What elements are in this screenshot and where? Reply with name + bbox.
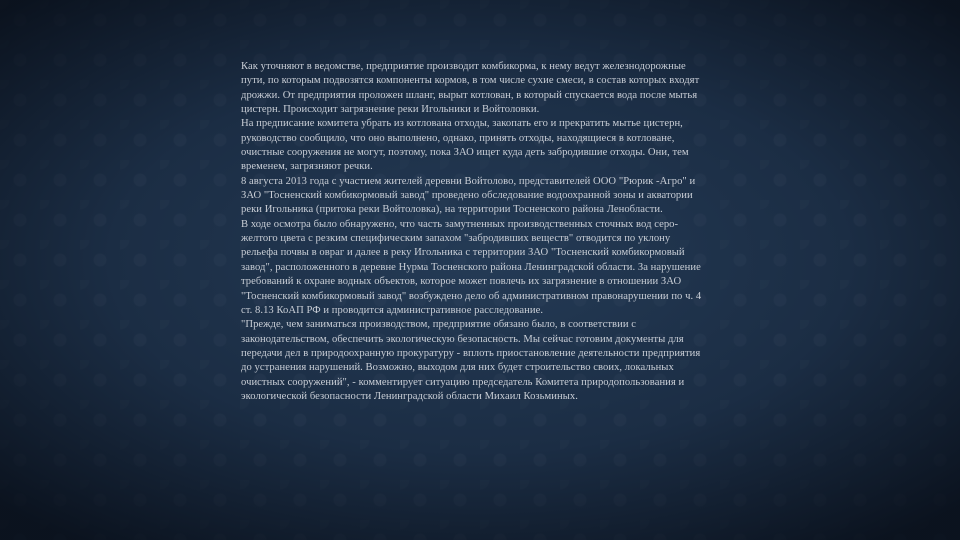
paragraph-1: Как уточняют в ведомстве, предприятие производит комбикорма, к нему ведут железнодорожные пути, по которым подвозятся компоненты кормов, в том числе сухие смеси, в состав которых входят дрожжи. От предприятия проложен шланг, вырыт котлован, в который спускается вода после мытья цистерн. Происходит загрязнение реки Игольники и Войтоловки. [241,61,700,116]
paragraph-4: В ходе осмотра было обнаружено, что часть замутненных производственных сточных вод серо-желтого цвета с резким специфическим запахом "забродивших веществ" отводится по уклону рельефа почвы в овраг и далее в реку Игольника с территории ЗАО "Тосненский комбикормовый завод", расположенного в деревне Нурма Тосненского района Ленинградской области. За нарушение требований к охране водных объектов, которое может повлечь их загрязнение в отношении ЗАО "Тосненский комбикормовый завод" возбуждено дело об административном правонарушении по ч. 4 ст. 8.13 КоАП РФ и проводится административное расследование. [241,218,702,316]
body-text [241,60,709,404]
paragraph-5: "Прежде, чем заниматься производством, предприятие обязано было, в соответствии с законодательством, обеспечить экологическую безопасность. Мы сейчас готовим документы для передачи дел в природоохранную прокуратуру - вплоть приостановление деятельности предприятия до устранения нарушений. Возможно, выходом для них будет строительство своих, локальных очистных сооружений", - комментирует ситуацию председатель Комитета природопользования и экологической безопасности Ленинградской области Михаил Козьминых. [241,319,701,402]
paragraph-3: 8 августа 2013 года с участием жителей деревни Войтолово, представителей ООО "Рюрик -Агро" и ЗАО "Тосненский комбикормовый завод" проведено обследование водоохранной зоны и акватории реки Игольника (притока реки Войтоловка), на территории Тосненского района Ленобласти. [241,175,696,216]
paragraph-2: На предписание комитета убрать из котлована отходы, закопать его и прекратить мытье цистерн, руководство сообщило, что оно выполнено, однако, принять отходы, находящиеся в котловане, очистные сооружения не могут, поэтому, пока ЗАО ищет куда деть забродившие отходы. Они, тем временем, загрязняют речки. [241,118,689,173]
